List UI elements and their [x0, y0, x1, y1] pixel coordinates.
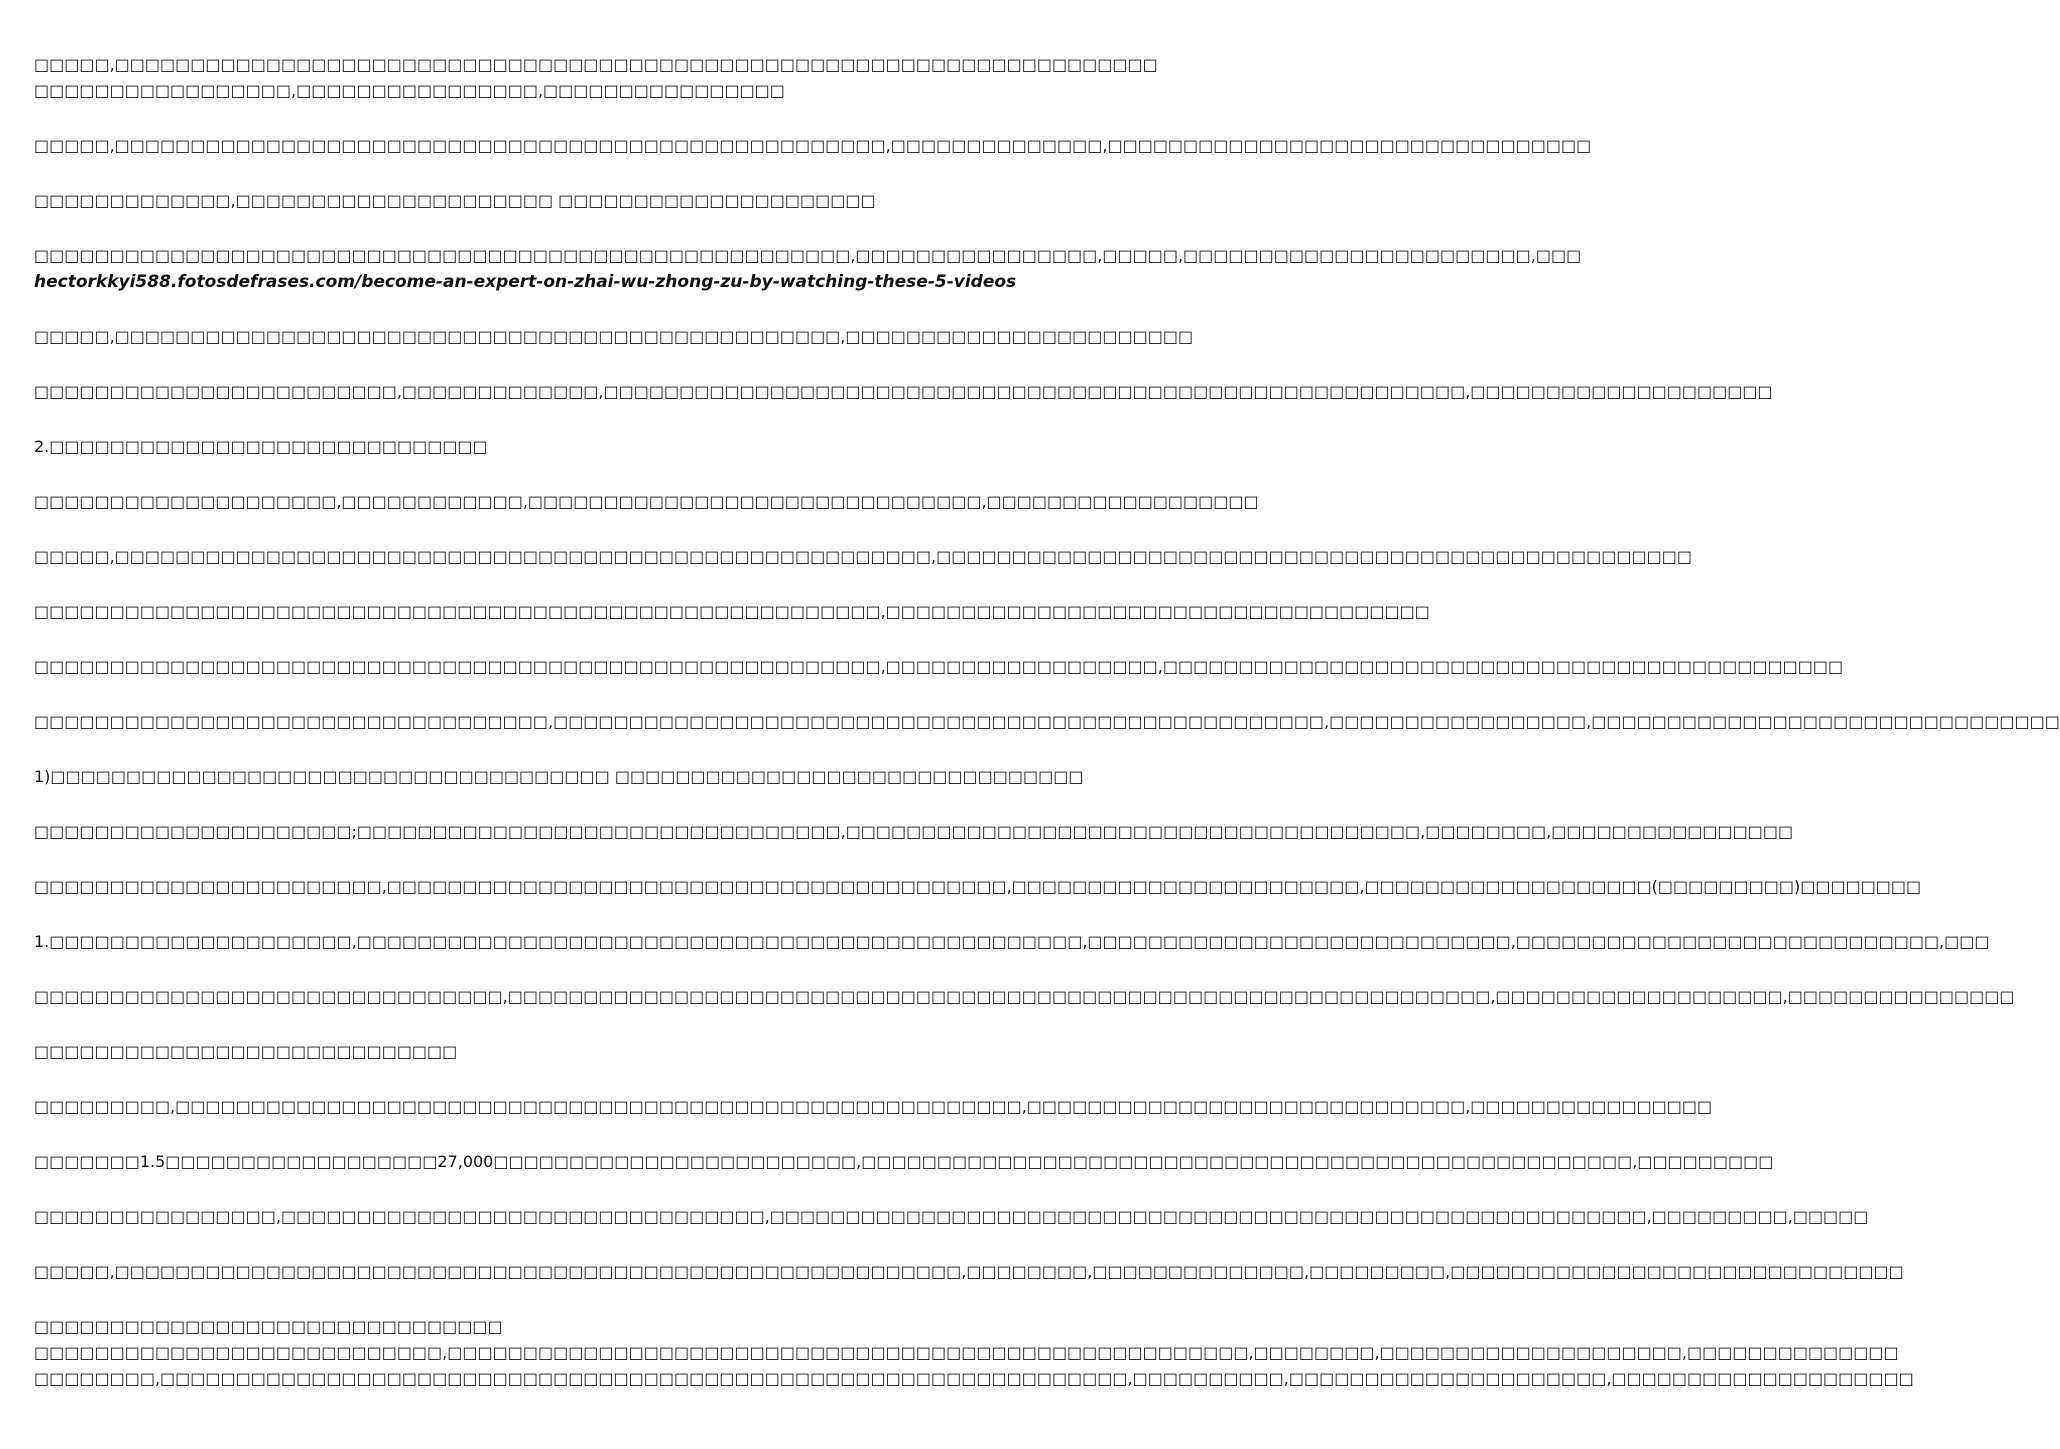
- paragraph-line: 1.□□□□□□□□□□□□□□□□□□□□,□□□□□□□□□□□□□□□□□□□□□□□□□□□□□□□□□□□□□□□□□□□□□□□□,□□□□□□□□□□□□□□□□□□□□□□□□□□□□,□□□□□□□□□□□□□□□□□□□□□□□□□□□□,□□□: [34, 932, 1990, 951]
- paragraph: [34, 874, 1922, 900]
- article-body: [34, 52, 2060, 1421]
- paragraph: [34, 324, 1194, 350]
- paragraph: [34, 243, 1582, 295]
- paragraph-line: □□□□□□□□□□□□□□□□□□□□□□□□□□□□□□□□□□□□□□□□□□□□□□□□□□□□□□,□□□□□□□□□□□□□□□□,□□□□□,□□□□□□□□□□□□□□□□□□□□□□□,□□□: [34, 246, 1582, 265]
- paragraph-line: □□□□□□□□□□□□□□□□□□□□□□□□□□□□□□□□□□,□□□□□□□□□□□□□□□□□□□□□□□□□□□□□□□□□□□□□□□□□□□□□□□□□□□,□□□□□□□□□□□□□□□□□,□□□□□□□□□□□□□□□□□□□□□□□□□□□□□□□: [34, 712, 2060, 731]
- paragraph-line: □□□□□□□□□□□□□□□□□□□□□□□□□□□□: [34, 1042, 458, 1061]
- url-link[interactable]: hectorkkyi588.fotosdefrases.com/become-an-expert-on-zhai-wu-zhong-zu-by-watching-these-5-videos: [34, 272, 1017, 292]
- paragraph-line: □□□□□□□□□□□□□□□□□□□□,□□□□□□□□□□□□,□□□□□□□□□□□□□□□□□□□□□□□□□□□□□□,□□□□□□□□□□□□□□□□□□: [34, 492, 1259, 511]
- paragraph: [34, 188, 990, 214]
- paragraph: [34, 599, 1430, 625]
- paragraph-line: □□□□□□□□,□□□□□□□□□□□□□□□□□□□□□□□□□□□□□□□□□□□□□□□□□□□□□□□□□□□□□□□□□□□□□□□□,□□□□□□□□□□,□□□□□□□□□□□□□□□□□□□□□,□□□□□□□□□□□□□□□□□□□□: [34, 1369, 1914, 1388]
- paragraph: [34, 489, 1259, 515]
- paragraph: [34, 984, 2015, 1010]
- paragraph: [34, 1314, 1899, 1366]
- paragraph: [34, 764, 1084, 790]
- paragraph-line: □□□□□□□□□□□□□□□□□□□□□□□□□□□,□□□□□□□□□□□□□□□□□□□□□□□□□□□□□□□□□□□□□□□□□□□□□□□□□□□□□,□□□□□□□□,□□□□□□□□□□□□□□□□□□□□,□□□□□□□□□□□□□□: [34, 1343, 1899, 1362]
- paragraph-line: □□□□□,□□□□□□□□□□□□□□□□□□□□□□□□□□□□□□□□□□□□□□□□□□□□□□□□□□□□□□□□,□□□□□□□□,□□□□□□□□□□□□□□,□□□□□□□□□,□□□□□□□□□□□□□□□□□□□□□□□□□□□□□□: [34, 1262, 1904, 1281]
- paragraph-line: 2.□□□□□□□□□□□□□□□□□□□□□□□□□□□□□: [34, 437, 488, 456]
- paragraph-line: □□□□□□□□□□□□□□□□□,□□□□□□□□□□□□□□□□,□□□□□□□□□□□□□□□□: [34, 81, 785, 100]
- paragraph: [34, 1039, 990, 1065]
- paragraph: [34, 1149, 1774, 1175]
- paragraph: [34, 819, 1794, 845]
- paragraph: [34, 1366, 1914, 1392]
- paragraph-line: □□□□□,□□□□□□□□□□□□□□□□□□□□□□□□□□□□□□□□□□□□□□□□□□□□□□□□□□□□□□□□□□□□□□□□□□□□□: [34, 55, 1158, 74]
- paragraph: [34, 1094, 1713, 1120]
- paragraph-line: □□□□□□□□□□□□□□□□□□□□□;□□□□□□□□□□□□□□□□□□□□□□□□□□□□□□□□,□□□□□□□□□□□□□□□□□□□□□□□□□□□□□□□□□□□□□□,□□□□□□□□,□□□□□□□□□□□□□□□□: [34, 822, 1794, 841]
- paragraph: [34, 709, 2060, 735]
- paragraph: [34, 654, 1844, 680]
- paragraph: [34, 1204, 1869, 1230]
- paragraph: [34, 929, 1990, 955]
- paragraph-line: □□□□□,□□□□□□□□□□□□□□□□□□□□□□□□□□□□□□□□□□□□□□□□□□□□□□□□□□□,□□□□□□□□□□□□□□,□□□□□□□□□□□□□□□□□□□□□□□□□□□□□□□□: [34, 136, 1592, 155]
- paragraph-line: □□□□□□□□□□□□□□□□□□□□□□□□□□□□□□□□□□□□□□□□□□□□□□□□□□□□□□□□,□□□□□□□□□□□□□□□□□□,□□□□□□□□□□□□□□□□□□□□□□□□□□□□□□□□□□□□□□□□□□□□□: [34, 657, 1844, 676]
- paragraph-line: □□□□□,□□□□□□□□□□□□□□□□□□□□□□□□□□□□□□□□□□□□□□□□□□□□□□□□□□□□□□,□□□□□□□□□□□□□□□□□□□□□□□□□□□□□□□□□□□□□□□□□□□□□□□□□□: [34, 547, 1692, 566]
- paragraph-line: □□□□□□□□□,□□□□□□□□□□□□□□□□□□□□□□□□□□□□□□□□□□□□□□□□□□□□□□□□□□□□□□□□,□□□□□□□□□□□□□□□□□□□□□□□□□□□□□,□□□□□□□□□□□□□□□□: [34, 1097, 1713, 1116]
- paragraph-line: □□□□□□□□□□□□□□□□□□□□□□□□□□□□□□□,□□□□□□□□□□□□□□□□□□□□□□□□□□□□□□□□□□□□□□□□□□□□□□□□□□□□□□□□□□□□□□□□□,□□□□□□□□□□□□□□□□□□□,□□□□□□□□□□□□□□□: [34, 987, 2015, 1006]
- paragraph-line: □□□□□□□□□□□□□□□□□□□□□□□□,□□□□□□□□□□□□□,□□□□□□□□□□□□□□□□□□□□□□□□□□□□□□□□□□□□□□□□□□□□□□□□□□□□□□□□□,□□□□□□□□□□□□□□□□□□□□: [34, 382, 1773, 401]
- paragraph-line: □□□□□,□□□□□□□□□□□□□□□□□□□□□□□□□□□□□□□□□□□□□□□□□□□□□□□□,□□□□□□□□□□□□□□□□□□□□□□□: [34, 327, 1194, 346]
- paragraph: [34, 379, 1773, 405]
- paragraph-line: □□□□□□□□□□□□□□□□□□□□□□□,□□□□□□□□□□□□□□□□□□□□□□□□□□□□□□□□□□□□□□□□□,□□□□□□□□□□□□□□□□□□□□□□□,□□□□□□□□□□□□□□□□□□□(□□□□□□□□□)□□□□□□□□: [34, 877, 1922, 896]
- paragraph: [34, 434, 990, 460]
- paragraph-line: 1)□□□□□□□□□□□□□□□□□□□□□□□□□□□□□□□□□□□□□ □□□□□□□□□□□□□□□□□□□□□□□□□□□□□□□: [34, 767, 1084, 786]
- paragraph-line: □□□□□□□1.5□□□□□□□□□□□□□□□□□□27,000□□□□□□□□□□□□□□□□□□□□□□□□,□□□□□□□□□□□□□□□□□□□□□□□□□□□□□□□□□□□□□□□□□□□□□□□□□□□,□□□□□□□□□: [34, 1152, 1774, 1171]
- paragraph: [34, 52, 1158, 104]
- paragraph: [34, 544, 1692, 570]
- paragraph-line: □□□□□□□□□□□□□,□□□□□□□□□□□□□□□□□□□□□ □□□□□□□□□□□□□□□□□□□□□: [34, 191, 876, 210]
- paragraph-line: □□□□□□□□□□□□□□□□□□□□□□□□□□□□□□□□□□□□□□□□□□□□□□□□□□□□□□□□,□□□□□□□□□□□□□□□□□□□□□□□□□□□□□□□□□□□□: [34, 602, 1430, 621]
- paragraph-line: □□□□□□□□□□□□□□□□□□□□□□□□□□□□□□□: [34, 1317, 503, 1336]
- paragraph-line: □□□□□□□□□□□□□□□□,□□□□□□□□□□□□□□□□□□□□□□□□□□□□□□□□,□□□□□□□□□□□□□□□□□□□□□□□□□□□□□□□□□□□□□□□□□□□□□□□□□□□□□□□□□□,□□□□□□□□□,□□□□□: [34, 1207, 1869, 1226]
- paragraph: [34, 1259, 1904, 1285]
- paragraph: [34, 133, 1592, 159]
